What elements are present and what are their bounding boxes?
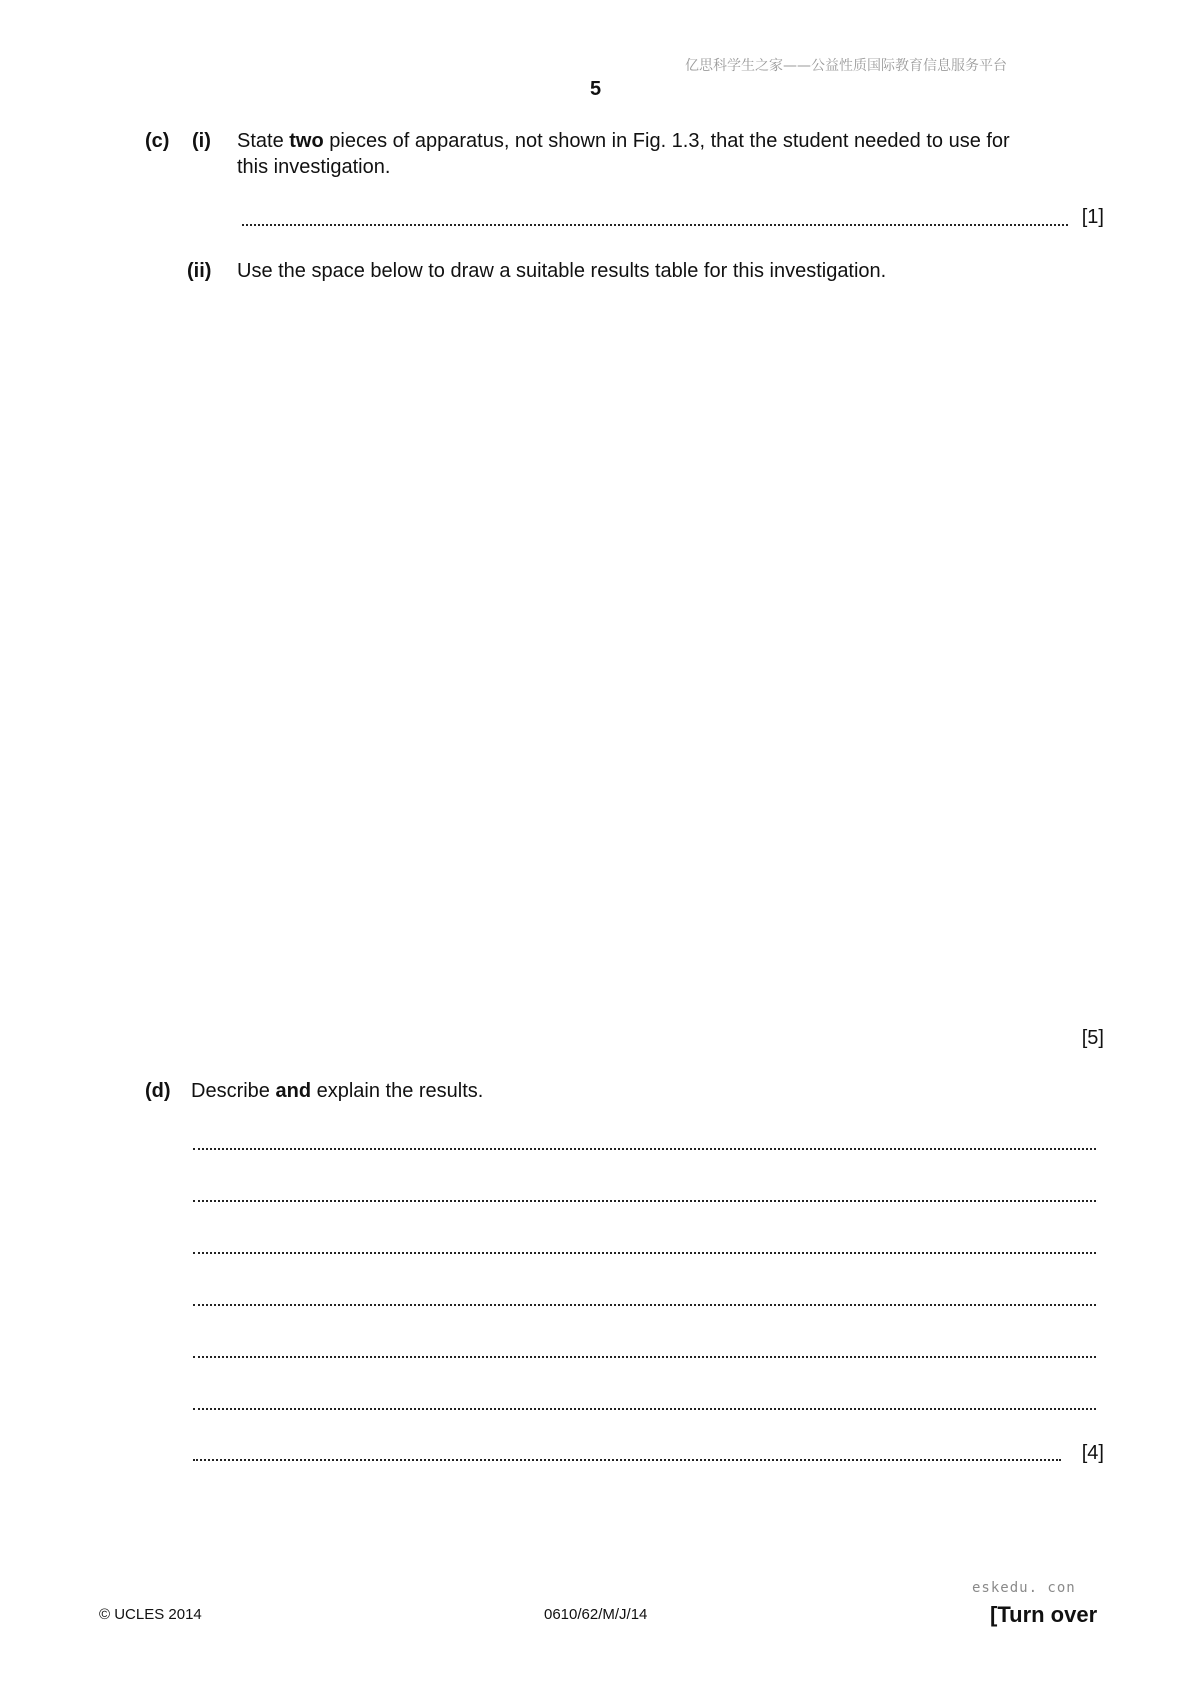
answer-line-d-7[interactable] bbox=[193, 1459, 1061, 1461]
mark-c-i: [1] bbox=[1081, 206, 1104, 228]
part-c-i-question bbox=[237, 128, 1103, 154]
part-c-i-question-line2: this investigation. bbox=[237, 156, 391, 178]
part-c-label: (c) bbox=[145, 130, 170, 152]
mark-c-ii: [5] bbox=[1081, 1027, 1104, 1049]
footer-watermark: eskedu. con bbox=[972, 1580, 1076, 1596]
footer-paper-code: 0610/62/M/J/14 bbox=[544, 1606, 648, 1623]
part-d-text-after: explain the results. bbox=[311, 1080, 484, 1102]
answer-line-c-i[interactable] bbox=[242, 224, 1068, 226]
header-watermark: 亿思科学生之家——公益性质国际教育信息服务平台 bbox=[685, 58, 1007, 74]
answer-line-d-5[interactable] bbox=[193, 1356, 1096, 1358]
mark-d: [4] bbox=[1081, 1442, 1104, 1464]
footer-copyright: © UCLES 2014 bbox=[99, 1606, 202, 1623]
part-c-i-text-before: State bbox=[237, 130, 290, 152]
part-c-ii-label: (ii) bbox=[187, 260, 212, 282]
part-d-text-bold: and bbox=[275, 1080, 312, 1102]
page-number: 5 bbox=[589, 78, 602, 100]
answer-line-d-6[interactable] bbox=[193, 1408, 1096, 1410]
results-table-drawing-area[interactable] bbox=[237, 300, 1103, 1000]
part-d-question bbox=[191, 1078, 483, 1104]
turn-over: [Turn over bbox=[990, 1602, 1098, 1627]
part-c-ii-question: Use the space below to draw a suitable results table for this investigation. bbox=[237, 260, 887, 282]
part-d-text-before: Describe bbox=[191, 1080, 276, 1102]
answer-line-d-2[interactable] bbox=[193, 1200, 1096, 1202]
answer-line-d-4[interactable] bbox=[193, 1304, 1096, 1306]
answer-line-d-1[interactable] bbox=[193, 1148, 1096, 1150]
part-d-label: (d) bbox=[145, 1080, 171, 1102]
part-c-i-label: (i) bbox=[192, 130, 211, 152]
answer-line-d-3[interactable] bbox=[193, 1252, 1096, 1254]
part-c-i-text-after: pieces of apparatus, not shown in Fig. 1.3, that the student needed to use for bbox=[323, 130, 1010, 152]
part-c-i-text-bold: two bbox=[289, 130, 324, 152]
